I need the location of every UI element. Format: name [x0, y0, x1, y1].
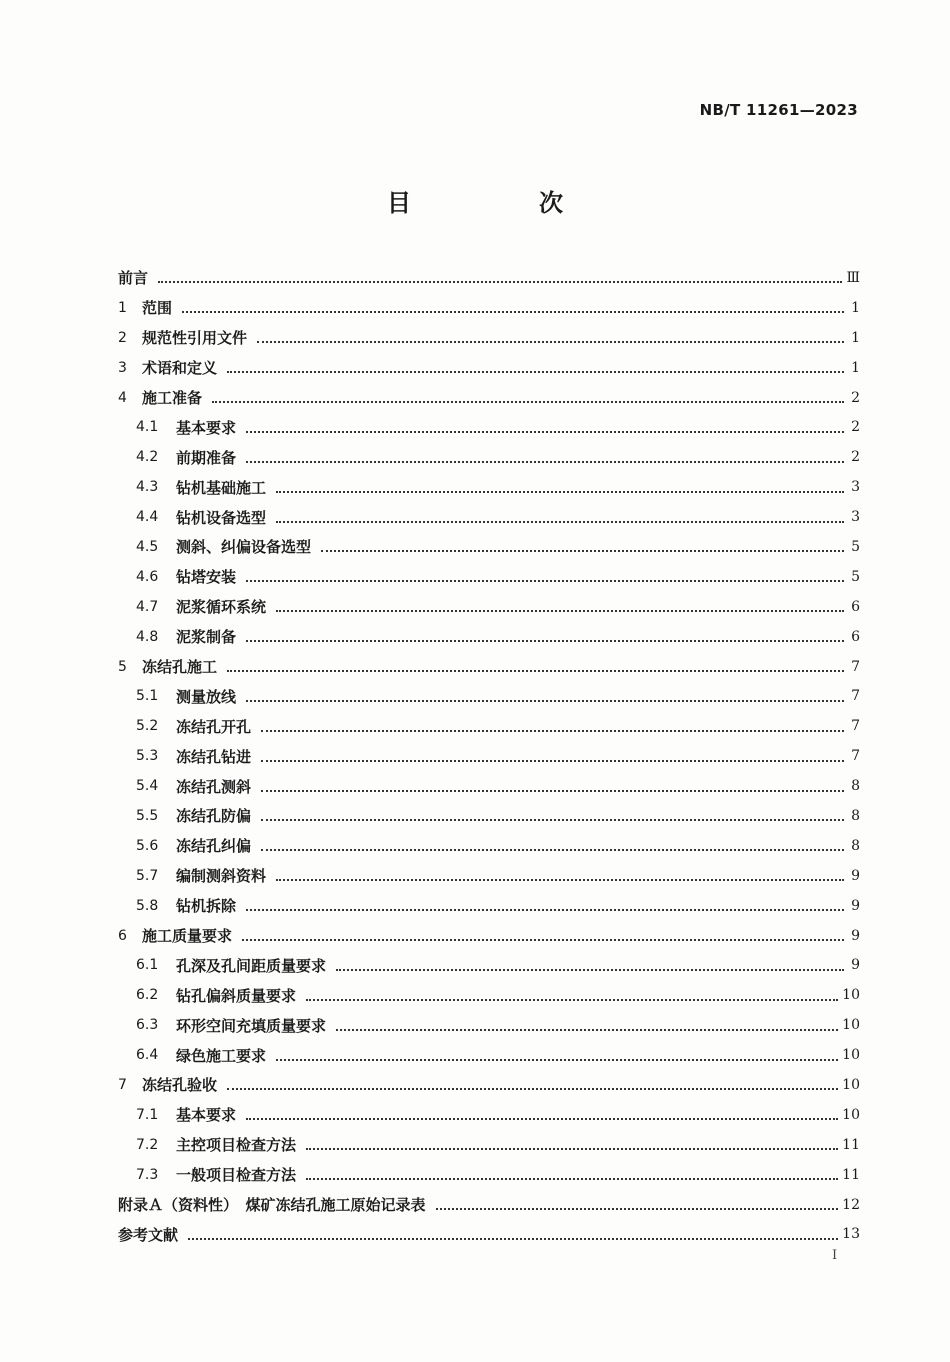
dot-leader	[246, 639, 844, 642]
toc-entry-number: 7.1	[136, 1106, 159, 1123]
toc-entry[interactable]	[118, 831, 860, 861]
toc-entry[interactable]	[118, 1070, 860, 1100]
toc-entry-label: 测斜、纠偏设备选型	[176, 538, 312, 557]
toc-entry-number: 4.2	[136, 449, 159, 466]
standard-code: NB/T 11261—2023	[699, 101, 858, 119]
toc-entry[interactable]	[118, 1040, 860, 1070]
toc-entry-number: 1	[118, 299, 127, 316]
toc-entry-label: 冻结孔防偏	[176, 807, 252, 826]
dot-leader	[306, 1177, 838, 1180]
toc-entry[interactable]	[118, 383, 860, 413]
toc-entry-page: 6	[851, 598, 860, 615]
toc-entry-page: 1	[851, 299, 860, 316]
toc-entry-label: 基本要求	[176, 418, 237, 437]
dot-leader	[227, 669, 844, 672]
toc-entry[interactable]	[118, 353, 860, 383]
dot-leader	[261, 729, 844, 732]
toc-entry-number: 6.3	[136, 1017, 159, 1034]
dot-leader	[276, 1058, 838, 1061]
toc-entry-label: 冻结孔验收	[142, 1076, 218, 1095]
toc-entry[interactable]	[118, 1220, 860, 1250]
toc-entry[interactable]	[118, 1190, 860, 1220]
toc-entry-label: 前言	[118, 269, 149, 288]
table-of-contents	[118, 263, 860, 1249]
toc-entry-label: 施工质量要求	[142, 927, 233, 946]
toc-entry[interactable]	[118, 652, 860, 682]
toc-entry-page: 6	[851, 628, 860, 645]
toc-entry-label: 主控项目检查方法	[176, 1136, 297, 1155]
toc-entry-page: 2	[851, 389, 860, 406]
toc-entry-page: 8	[851, 807, 860, 824]
toc-entry-label: 冻结孔测斜	[176, 777, 252, 796]
toc-entry[interactable]	[118, 442, 860, 472]
toc-entry-number: 4	[118, 389, 127, 406]
dot-leader	[306, 1147, 838, 1150]
toc-entry[interactable]	[118, 771, 860, 801]
toc-entry[interactable]	[118, 950, 860, 980]
toc-entry-number: 6.2	[136, 987, 159, 1004]
toc-entry[interactable]	[118, 323, 860, 353]
toc-entry-page: 12	[842, 1196, 860, 1213]
toc-entry[interactable]	[118, 711, 860, 741]
toc-entry[interactable]	[118, 412, 860, 442]
toc-entry-label: 术语和定义	[142, 359, 218, 378]
toc-entry-number: 5.4	[136, 778, 159, 795]
toc-entry[interactable]	[118, 921, 860, 951]
toc-entry-number: 4.8	[136, 628, 159, 645]
toc-entry-label: 钻机基础施工	[176, 478, 267, 497]
toc-entry-label: 基本要求	[176, 1106, 237, 1125]
toc-entry[interactable]	[118, 681, 860, 711]
toc-entry-number: 5	[118, 658, 127, 675]
toc-entry-label: 钻塔安装	[176, 568, 237, 587]
dot-leader	[436, 1207, 839, 1210]
toc-entry[interactable]	[118, 562, 860, 592]
dot-leader	[246, 908, 844, 911]
toc-entry-page: 9	[851, 897, 860, 914]
dot-leader	[257, 340, 844, 343]
dot-leader	[306, 998, 838, 1001]
toc-entry-page: 7	[851, 658, 860, 675]
toc-entry[interactable]	[118, 1130, 860, 1160]
toc-entry-label: 冻结孔钻进	[176, 747, 252, 766]
toc-entry[interactable]	[118, 502, 860, 532]
dot-leader	[336, 968, 844, 971]
toc-entry-page: 1	[851, 329, 860, 346]
toc-entry-label: 编制测斜资料	[176, 867, 267, 886]
dot-leader	[246, 579, 844, 582]
toc-entry[interactable]	[118, 472, 860, 502]
dot-leader	[276, 609, 844, 612]
toc-entry-label: 测量放线	[176, 687, 237, 706]
toc-entry-number: 3	[118, 359, 127, 376]
toc-entry[interactable]	[118, 741, 860, 771]
toc-entry-page: 7	[851, 688, 860, 705]
toc-entry-page: 3	[851, 479, 860, 496]
toc-entry-number: 4.3	[136, 479, 159, 496]
toc-entry[interactable]	[118, 532, 860, 562]
dot-leader	[276, 520, 844, 523]
dot-leader	[246, 1117, 838, 1120]
toc-entry-label: 施工准备	[142, 389, 203, 407]
dot-leader	[261, 759, 844, 762]
toc-entry[interactable]	[118, 1010, 860, 1040]
dot-leader	[246, 430, 844, 433]
dot-leader	[188, 1237, 838, 1240]
toc-entry-page: 9	[851, 927, 860, 944]
toc-entry[interactable]	[118, 293, 860, 323]
toc-entry-number: 4.4	[136, 509, 159, 526]
toc-entry-page: 5	[851, 568, 860, 585]
toc-entry-number: 2	[118, 329, 127, 346]
toc-entry-page: 10	[842, 1047, 860, 1064]
toc-entry-label: 前期准备	[176, 448, 237, 467]
toc-entry-number: 7	[118, 1076, 127, 1093]
toc-entry-label: 附录Ａ（资料性） 煤矿冻结孔施工原始记录表	[118, 1196, 426, 1215]
dot-leader	[158, 280, 842, 283]
toc-entry-number: 5.1	[136, 688, 159, 705]
toc-entry-label: 钻机设备选型	[176, 508, 267, 527]
toc-entry-page: 13	[842, 1226, 860, 1243]
toc-entry-number: 5.2	[136, 718, 159, 735]
dot-leader	[276, 490, 844, 493]
toc-entry-label: 规范性引用文件	[142, 329, 248, 348]
toc-entry-number: 7.3	[136, 1166, 159, 1183]
toc-entry-page: 10	[842, 1106, 860, 1123]
toc-entry-number: 5.5	[136, 807, 159, 824]
toc-entry-label: 冻结孔施工	[142, 658, 218, 677]
toc-entry-number: 6.1	[136, 957, 159, 974]
toc-entry-number: 7.2	[136, 1136, 159, 1153]
toc-entry-number: 5.7	[136, 867, 159, 884]
toc-entry-page: 10	[842, 987, 860, 1004]
toc-entry-page: 7	[851, 748, 860, 765]
dot-leader	[321, 549, 844, 552]
dot-leader	[182, 310, 844, 313]
toc-entry-number: 5.6	[136, 837, 159, 854]
toc-entry-page: 9	[851, 867, 860, 884]
toc-entry-number: 5.3	[136, 748, 159, 765]
toc-entry-label: 孔深及孔间距质量要求	[176, 956, 327, 975]
toc-entry[interactable]	[118, 622, 860, 652]
toc-entry[interactable]	[118, 1160, 860, 1190]
toc-entry-page: 5	[851, 538, 860, 555]
toc-entry-page: 2	[851, 419, 860, 436]
dot-leader	[246, 460, 844, 463]
toc-entry-label: 参考文献	[118, 1225, 179, 1244]
dot-leader	[261, 789, 844, 792]
toc-entry-label: 冻结孔纠偏	[176, 837, 252, 856]
toc-entry-number: 4.1	[136, 419, 159, 436]
toc-entry-page: 7	[851, 718, 860, 735]
dot-leader	[227, 370, 844, 373]
dot-leader	[276, 878, 844, 881]
toc-entry-page: 8	[851, 778, 860, 795]
toc-entry-label: 一般项目检查方法	[176, 1166, 297, 1185]
toc-entry-page: 3	[851, 509, 860, 526]
toc-entry[interactable]	[118, 592, 860, 622]
dot-leader	[261, 848, 844, 851]
dot-leader	[212, 400, 844, 403]
toc-entry-page: 11	[842, 1136, 860, 1153]
dot-leader	[227, 1087, 838, 1090]
toc-entry-label: 绿色施工要求	[176, 1046, 267, 1065]
toc-entry-label: 范围	[142, 299, 173, 318]
dot-leader	[336, 1028, 838, 1031]
toc-entry-number: 4.5	[136, 538, 159, 555]
toc-entry-page: 8	[851, 837, 860, 854]
toc-entry[interactable]	[118, 891, 860, 921]
toc-entry-number: 6	[118, 927, 127, 944]
toc-entry-number: 6.4	[136, 1047, 159, 1064]
toc-entry-number: 4.7	[136, 598, 159, 615]
toc-entry-label: 钻孔偏斜质量要求	[176, 986, 297, 1005]
toc-title: 目 次	[387, 189, 615, 217]
toc-entry-page: 9	[851, 957, 860, 974]
toc-entry-label: 泥浆制备	[176, 628, 237, 647]
dot-leader	[246, 699, 844, 702]
toc-entry-page: 10	[842, 1017, 860, 1034]
toc-entry-label: 环形空间充填质量要求	[176, 1016, 327, 1035]
toc-entry[interactable]	[118, 980, 860, 1010]
toc-entry-page: 1	[851, 359, 860, 376]
toc-entry-page: Ⅲ	[846, 269, 860, 286]
toc-entry-label: 钻机拆除	[176, 897, 237, 916]
page-folio: Ⅰ	[832, 1248, 838, 1263]
dot-leader	[261, 818, 844, 821]
toc-entry-label: 冻结孔开孔	[176, 717, 252, 736]
toc-entry-number: 4.6	[136, 568, 159, 585]
toc-entry[interactable]	[118, 1100, 860, 1130]
toc-entry[interactable]	[118, 263, 860, 293]
toc-entry-label: 泥浆循环系统	[176, 598, 267, 617]
toc-entry-page: 2	[851, 449, 860, 466]
toc-entry[interactable]	[118, 801, 860, 831]
dot-leader	[242, 938, 844, 941]
toc-entry[interactable]	[118, 861, 860, 891]
toc-entry-number: 5.8	[136, 897, 159, 914]
toc-entry-page: 10	[842, 1076, 860, 1093]
toc-entry-page: 11	[842, 1166, 860, 1183]
